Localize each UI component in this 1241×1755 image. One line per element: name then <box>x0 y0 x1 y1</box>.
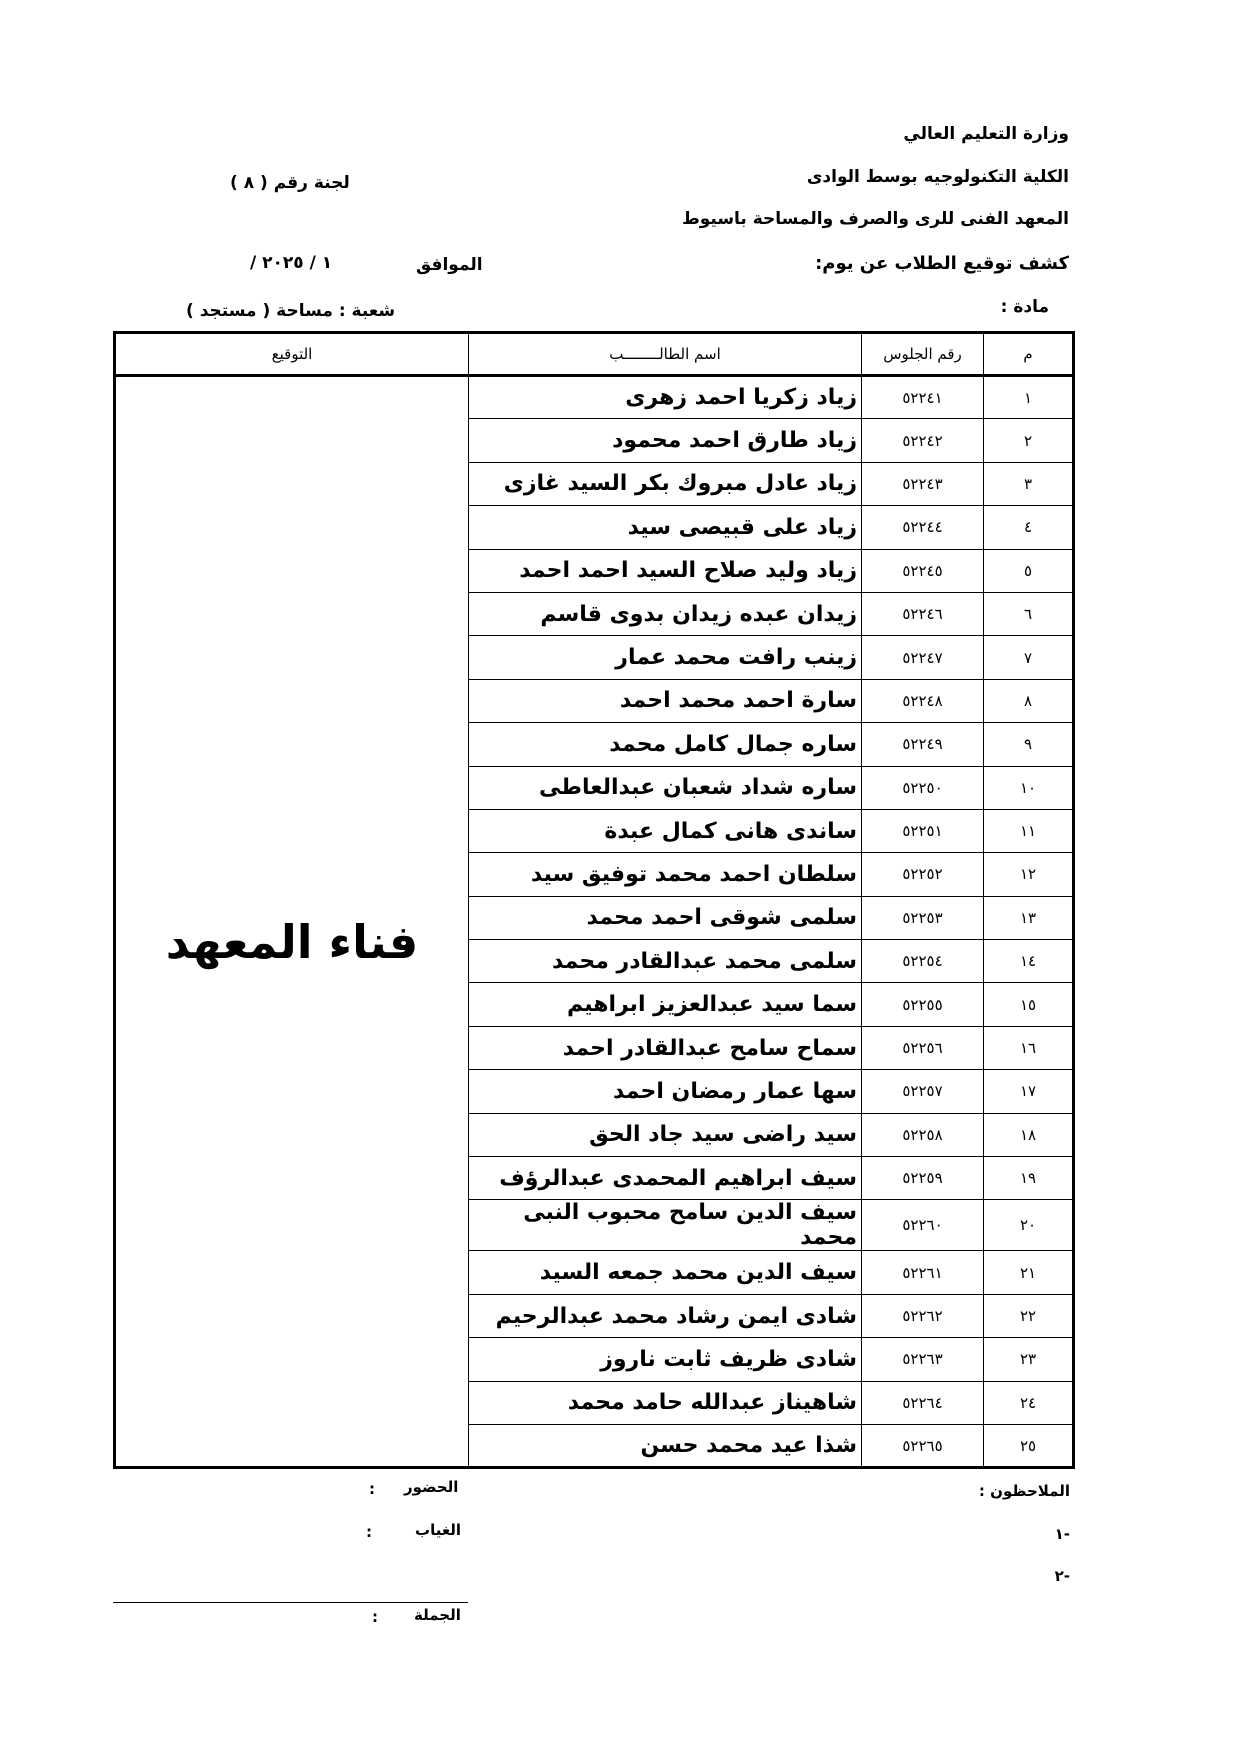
seat-number: ٥٢٢٤٤ <box>862 506 984 549</box>
seat-number: ٥٢٢٥٢ <box>862 853 984 896</box>
total-label: الجملة <box>414 1606 461 1624</box>
row-index: ١٣ <box>984 896 1074 939</box>
committee-number: لجنة رقم ( ٨ ) <box>230 173 350 193</box>
seat-number: ٥٢٢٥٠ <box>862 766 984 809</box>
student-name: زياد زكريا احمد زهرى <box>469 376 862 419</box>
student-name: ساندى هانى كمال عبدة <box>469 809 862 852</box>
signature-cell <box>115 376 469 1468</box>
row-index: ٢٣ <box>984 1338 1074 1381</box>
seat-number: ٥٢٢٦٣ <box>862 1338 984 1381</box>
col-name-header: اسم الطالــــــــب <box>469 333 862 376</box>
student-name: سارة احمد محمد احمد <box>469 679 862 722</box>
row-index: ٢١ <box>984 1251 1074 1294</box>
row-index: ٨ <box>984 679 1074 722</box>
seat-number: ٥٢٢٤٩ <box>862 723 984 766</box>
total-colon: : <box>372 1608 378 1626</box>
student-name: سيف الدين سامح محبوب النبى محمد <box>469 1200 862 1251</box>
student-name: زياد وليد صلاح السيد احمد احمد <box>469 549 862 592</box>
student-name: شذا عيد محمد حسن <box>469 1424 862 1467</box>
row-index: ٢٢ <box>984 1294 1074 1337</box>
student-name: سما سيد عبدالعزيز ابراهيم <box>469 983 862 1026</box>
seat-number: ٥٢٢٦٥ <box>862 1424 984 1467</box>
signature-table <box>113 331 1075 1469</box>
col-seat-header: رقم الجلوس <box>862 333 984 376</box>
student-name: زياد عادل مبروك بكر السيد غازى <box>469 462 862 505</box>
student-name: سيف ابراهيم المحمدى عبدالرؤف <box>469 1157 862 1200</box>
row-index: ١٦ <box>984 1026 1074 1069</box>
seat-number: ٥٢٢٦٤ <box>862 1381 984 1424</box>
attendance-label: الحضور <box>404 1478 459 1496</box>
seat-number: ٥٢٢٤٧ <box>862 636 984 679</box>
table-row <box>115 376 1074 419</box>
student-name: زيدان عبده زيدان بدوى قاسم <box>469 592 862 635</box>
seat-number: ٥٢٢٤٨ <box>862 679 984 722</box>
absence-colon: : <box>366 1523 372 1541</box>
seat-number: ٥٢٢٥٧ <box>862 1070 984 1113</box>
institute-title: المعهد الفنى للرى والصرف والمساحة باسيوط <box>682 209 1069 229</box>
col-index-header: م <box>984 333 1074 376</box>
student-name: شادى ظريف ثابت ناروز <box>469 1338 862 1381</box>
row-index: ٥ <box>984 549 1074 592</box>
row-index: ٢ <box>984 419 1074 462</box>
col-signature-header: التوقيع <box>115 333 469 376</box>
seat-number: ٥٢٢٦١ <box>862 1251 984 1294</box>
student-name: سلمى شوقى احمد محمد <box>469 896 862 939</box>
student-name: سلطان احمد محمد توفيق سيد <box>469 853 862 896</box>
seat-number: ٥٢٢٦٠ <box>862 1200 984 1251</box>
student-name: زينب رافت محمد عمار <box>469 636 862 679</box>
date-value: / ١ / ٢٠٢٥ <box>250 253 333 273</box>
row-index: ٧ <box>984 636 1074 679</box>
student-name: سها عمار رمضان احمد <box>469 1070 862 1113</box>
seat-number: ٥٢٢٥٤ <box>862 940 984 983</box>
row-index: ١٩ <box>984 1157 1074 1200</box>
signature-location-note: فناء المعهد <box>165 914 419 969</box>
row-index: ٣ <box>984 462 1074 505</box>
student-name: شاهيناز عبدالله حامد محمد <box>469 1381 862 1424</box>
total-divider <box>113 1602 468 1603</box>
row-index: ١ <box>984 376 1074 419</box>
seat-number: ٥٢٢٤٣ <box>862 462 984 505</box>
row-index: ٦ <box>984 592 1074 635</box>
row-index: ١٠ <box>984 766 1074 809</box>
student-name: زياد طارق احمد محمود <box>469 419 862 462</box>
absence-label: الغياب <box>415 1521 462 1539</box>
row-index: ١٥ <box>984 983 1074 1026</box>
row-index: ١٤ <box>984 940 1074 983</box>
note-2: -٢ <box>1054 1567 1070 1585</box>
corresponding-label: الموافق <box>416 255 483 275</box>
row-index: ١٧ <box>984 1070 1074 1113</box>
seat-number: ٥٢٢٥٣ <box>862 896 984 939</box>
row-index: ٤ <box>984 506 1074 549</box>
seat-number: ٥٢٢٤١ <box>862 376 984 419</box>
notes-label: الملاحظون : <box>978 1482 1070 1500</box>
seat-number: ٥٢٢٤٢ <box>862 419 984 462</box>
ministry-title: وزارة التعليم العالي <box>903 124 1069 144</box>
student-name: سلمى محمد عبدالقادر محمد <box>469 940 862 983</box>
seat-number: ٥٢٢٦٢ <box>862 1294 984 1337</box>
student-name: ساره شداد شعبان عبدالعاطى <box>469 766 862 809</box>
college-title: الكلية التكنولوجيه بوسط الوادى <box>806 167 1069 187</box>
student-name: سيف الدين محمد جمعه السيد <box>469 1251 862 1294</box>
row-index: ٢٥ <box>984 1424 1074 1467</box>
student-name: سيد راضى سيد جاد الحق <box>469 1113 862 1156</box>
division-label: شعبة : مساحة ( مستجد ) <box>186 301 396 321</box>
row-index: ١٢ <box>984 853 1074 896</box>
seat-number: ٥٢٢٥١ <box>862 809 984 852</box>
student-name: زياد على قبيصى سيد <box>469 506 862 549</box>
seat-number: ٥٢٢٥٩ <box>862 1157 984 1200</box>
row-index: ٩ <box>984 723 1074 766</box>
student-name: سماح سامح عبدالقادر احمد <box>469 1026 862 1069</box>
row-index: ١٨ <box>984 1113 1074 1156</box>
student-name: ساره جمال كامل محمد <box>469 723 862 766</box>
table-header-row <box>115 333 1074 376</box>
seat-number: ٥٢٢٥٥ <box>862 983 984 1026</box>
student-name: شادى ايمن رشاد محمد عبدالرحيم <box>469 1294 862 1337</box>
note-1: -١ <box>1054 1525 1070 1543</box>
attendance-colon: : <box>369 1480 375 1498</box>
sheet-title: كشف توقيع الطلاب عن يوم: <box>815 253 1069 274</box>
seat-number: ٥٢٢٥٦ <box>862 1026 984 1069</box>
subject-label: مادة : <box>1000 297 1049 317</box>
row-index: ٢٠ <box>984 1200 1074 1251</box>
seat-number: ٥٢٢٤٥ <box>862 549 984 592</box>
seat-number: ٥٢٢٥٨ <box>862 1113 984 1156</box>
row-index: ١١ <box>984 809 1074 852</box>
row-index: ٢٤ <box>984 1381 1074 1424</box>
seat-number: ٥٢٢٤٦ <box>862 592 984 635</box>
